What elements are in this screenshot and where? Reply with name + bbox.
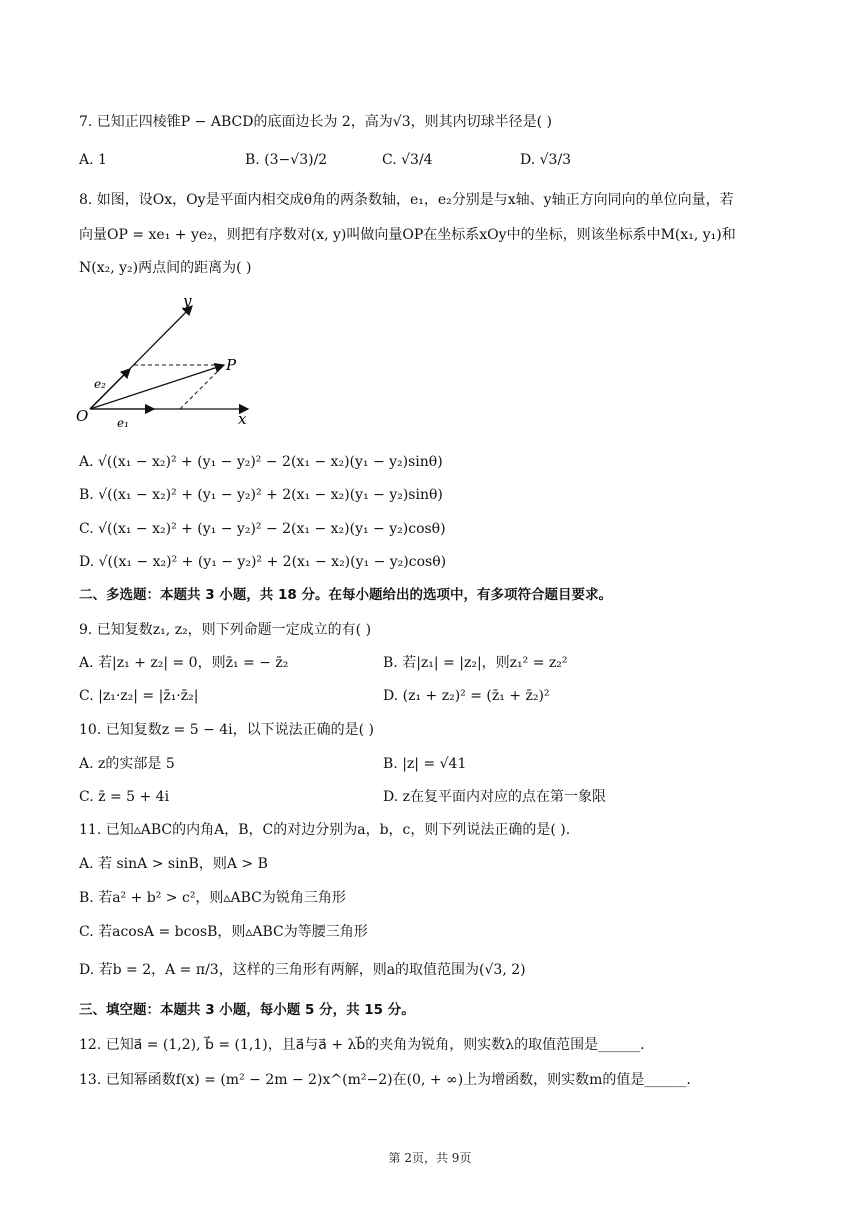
page-footer: 第 2页，共 9页 [388,1151,472,1165]
question-9-option-a: A. 若|z₁ + z₂| = 0，则z̄₁ = − z̄₂ [79,655,289,671]
question-7-stem: 7. 已知正四棱锥P − ABCD的底面边长为 2，高为√3，则其内切球半径是( ) [79,114,553,130]
question-8-option-d: D. √((x₁ − x₂)² + (y₁ − y₂)² + 2(x₁ − x₂)(y₁ − y₂)cosθ) [79,554,447,570]
question-9-option-c: C. |z₁·z₂| = |z̄₁·z̄₂| [79,688,199,704]
question-10-option-c: C. z̄ = 5 + 4i [79,789,170,805]
question-8-stem-line3: N(x₂, y₂)两点间的距离为( ) [79,260,252,276]
question-9-option-d: D. (z₁ + z₂)² = (z̄₁ + z̄₂)² [383,688,550,704]
section-3-heading: 三、填空题：本题共 3 小题，每小题 5 分，共 15 分。 [79,1002,415,1018]
label-e1: e₁ [117,416,129,430]
label-y: y [183,292,192,310]
label-e2: e₂ [94,377,106,391]
question-11-option-b: B. 若a² + b² > c²，则▵ABC为锐角三角形 [79,890,346,906]
question-8-option-b: B. √((x₁ − x₂)² + (y₁ − y₂)² + 2(x₁ − x₂)(y₁ − y₂)sinθ) [79,487,443,503]
question-8-option-c: C. √((x₁ − x₂)² + (y₁ − y₂)² − 2(x₁ − x₂)(y₁ − y₂)cosθ) [79,521,446,537]
question-12: 12. 已知a⃗ = (1,2), b⃗ = (1,1)，且a⃗与a⃗ + λb⃗的夹角为锐角，则实数λ的取值范围是______. [79,1037,645,1053]
question-11-stem: 11. 已知▵ABC的内角A，B，C的对边分别为a，b，c，则下列说法正确的是( ). [79,822,571,838]
oblique-axes-figure [72,290,272,430]
question-13: 13. 已知幂函数f(x) = (m² − 2m − 2)x^(m²−2)在(0, + ∞)上为增函数，则实数m的值是______. [79,1072,691,1088]
question-7-option-c: C. √3/4 [382,152,433,168]
label-p: P [226,356,237,374]
question-8-option-a: A. √((x₁ − x₂)² + (y₁ − y₂)² − 2(x₁ − x₂)(y₁ − y₂)sinθ) [79,454,443,470]
question-7-option-a: A. 1 [79,152,107,168]
question-11-option-c: C. 若acosA = bcosB，则▵ABC为等腰三角形 [79,924,368,940]
question-11-option-a: A. 若 sinA > sinB，则A > B [79,856,268,872]
question-9-stem: 9. 已知复数z₁, z₂，则下列命题一定成立的有( ) [79,622,372,638]
question-10-option-d: D. z在复平面内对应的点在第一象限 [383,789,607,805]
question-11-option-d: D. 若b = 2，A = π/3，这样的三角形有两解，则a的取值范围为(√3, 2) [79,962,526,978]
question-8-stem-line1: 8. 如图，设Ox，Oy是平面内相交成θ角的两条数轴，e₁，e₂分别是与x轴、y轴正方向同向的单位向量，若 [79,192,734,208]
question-10-option-b: B. |z| = √41 [383,756,467,772]
question-7-option-d: D. √3/3 [520,152,572,168]
question-8-stem-line2: 向量OP = xe₁ + ye₂，则把有序数对(x, y)叫做向量OP在坐标系xOy中的坐标，则该坐标系中M(x₁, y₁)和 [79,227,736,243]
section-2-heading: 二、多选题：本题共 3 小题，共 18 分。在每小题给出的选项中，有多项符合题目要求。 [79,587,612,603]
label-o: O [76,407,89,425]
question-7-option-b: B. (3−√3)/2 [245,152,328,168]
label-x: x [238,410,247,428]
vector-op [90,365,224,409]
question-9-option-b: B. 若|z₁| = |z₂|，则z₁² = z₂² [383,655,568,671]
question-10-stem: 10. 已知复数z = 5 − 4i，以下说法正确的是( ) [79,722,375,738]
question-10-option-a: A. z的实部是 5 [79,756,175,772]
